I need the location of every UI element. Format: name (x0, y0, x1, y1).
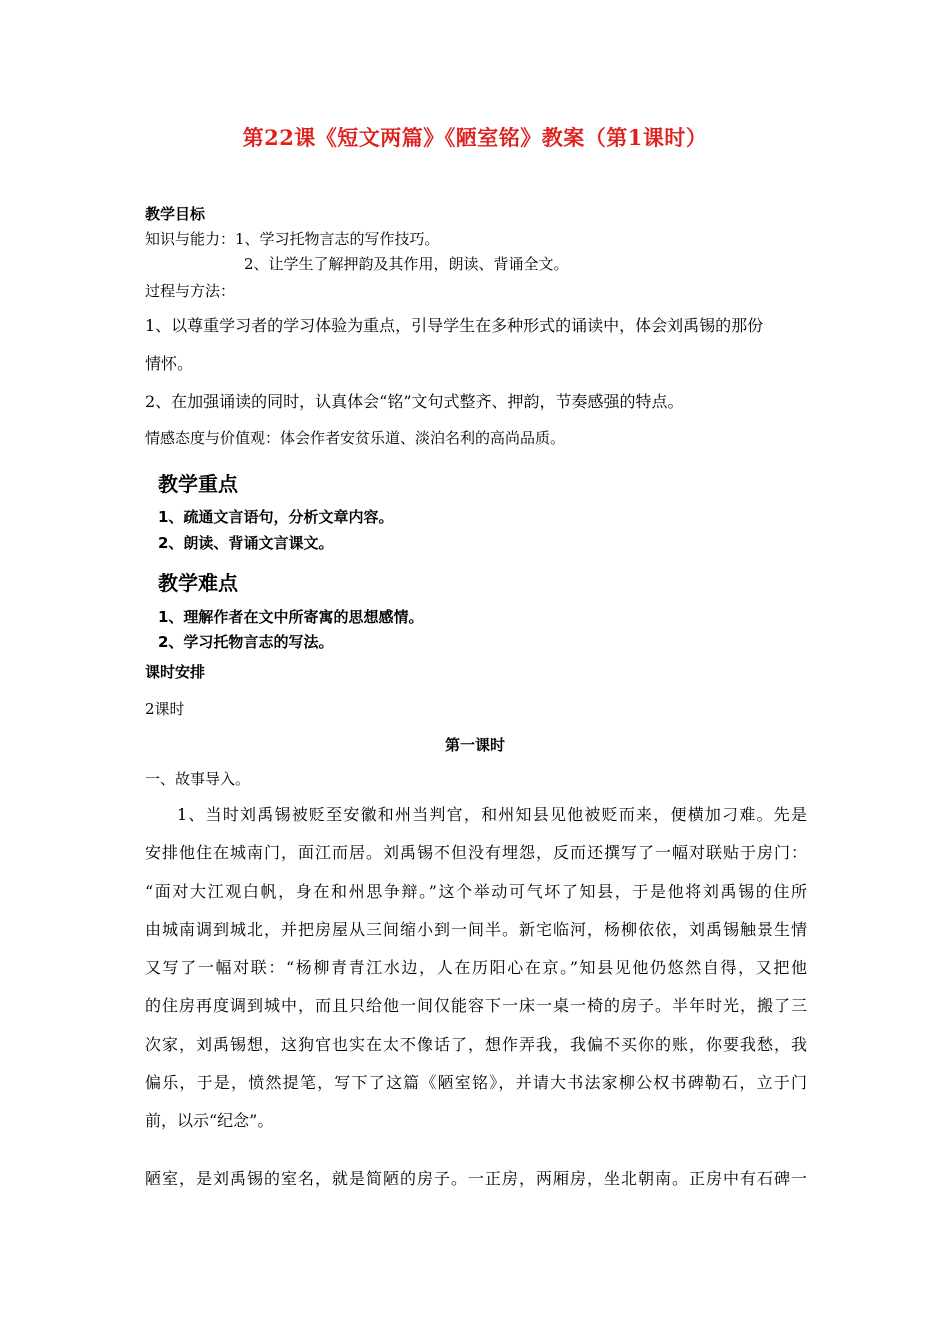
story-line: 又写了一幅对联：“杨柳青青江水边，人在历阳心在京。”知县见他仍悠然自得，又把他 (145, 958, 807, 978)
story-line: 安排他住在城南门，面江而居。刘禹锡不但没有埋怨，反而还撰写了一幅对联贴于房门： (145, 843, 807, 863)
schedule-heading: 课时安排 (145, 663, 206, 681)
story-line: “面对大江观白帆，身在和州思争辩。”这个举动可气坏了知县，于是他将刘禹锡的住所 (145, 881, 807, 901)
key-point-item: 1、疏通文言语句，分析文章内容。 (158, 508, 394, 526)
process-item-1 (145, 313, 807, 336)
story-line: 偏乐，于是，愤然提笔，写下了这篇《陋室铭》，并请大书法家柳公权书碑勒石，立于门 (145, 1073, 807, 1093)
objectives-heading: 教学目标 (145, 205, 206, 223)
story-line: 1、当时刘禹锡被贬至安徽和州当判官，和州知县见他被贬而来，便横加刁难。先是 (177, 805, 807, 824)
knowledge-item-1: 1、学习托物言志的写作技巧。 (235, 230, 440, 248)
process-item-1-line-1: 1、以尊重学习者的学习体验为重点，引导学生在多种形式的诵读中，体会刘禹锡的那份 (145, 316, 764, 335)
room-paragraph (145, 1160, 807, 1198)
key-point-item: 2、朗读、背诵文言课文。 (158, 534, 334, 552)
story-line: 由城南调到城北，并把房屋从三间缩小到一间半。新宅临河，杨柳依依，刘禹锡触景生情 (145, 919, 807, 939)
room-line: 陋室，是刘禹锡的室名，就是简陋的房子。一正房，两厢房，坐北朝南。正房中有石碑一 (145, 1169, 807, 1188)
process-item-1-line-2: 情怀。 (145, 354, 194, 373)
key-points-heading: 教学重点 (158, 472, 238, 496)
emotion-line: 情感态度与价值观：体会作者安贫乐道、淡泊名利的高尚品质。 (145, 429, 566, 447)
difficulties-heading: 教学难点 (158, 571, 238, 595)
schedule-value: 2课时 (145, 700, 185, 718)
story-line: 的住房再度调到城中，而且只给他一间仅能容下一床一桌一椅的房子。半年时光，搬了三 (145, 996, 807, 1016)
document-title: 第22课《短文两篇》《陋室铭》教案（第1课时） (242, 125, 708, 150)
section-story-intro: 一、故事导入。 (145, 770, 251, 788)
story-line: 次家，刘禹锡想，这狗官也实在太不像话了，想作弄我，我偏不买你的账，你要我愁，我 (145, 1034, 807, 1054)
story-line: 前，以示“纪念”。 (145, 1111, 274, 1131)
process-label: 过程与方法： (145, 282, 236, 300)
difficulty-item: 1、理解作者在文中所寄寓的思想感情。 (158, 608, 424, 626)
difficulty-item: 2、学习托物言志的写法。 (158, 633, 334, 651)
knowledge-line-1 (145, 228, 440, 249)
knowledge-label: 知识与能力： (145, 230, 236, 248)
lesson1-heading: 第一课时 (444, 736, 505, 754)
knowledge-item-2: 2、让学生了解押韵及其作用，朗读、背诵全文。 (244, 255, 569, 273)
process-item-2: 2、在加强诵读的同时，认真体会“铭”文句式整齐、押韵，节奏感强的特点。 (145, 392, 684, 411)
story-paragraph (145, 796, 807, 1141)
